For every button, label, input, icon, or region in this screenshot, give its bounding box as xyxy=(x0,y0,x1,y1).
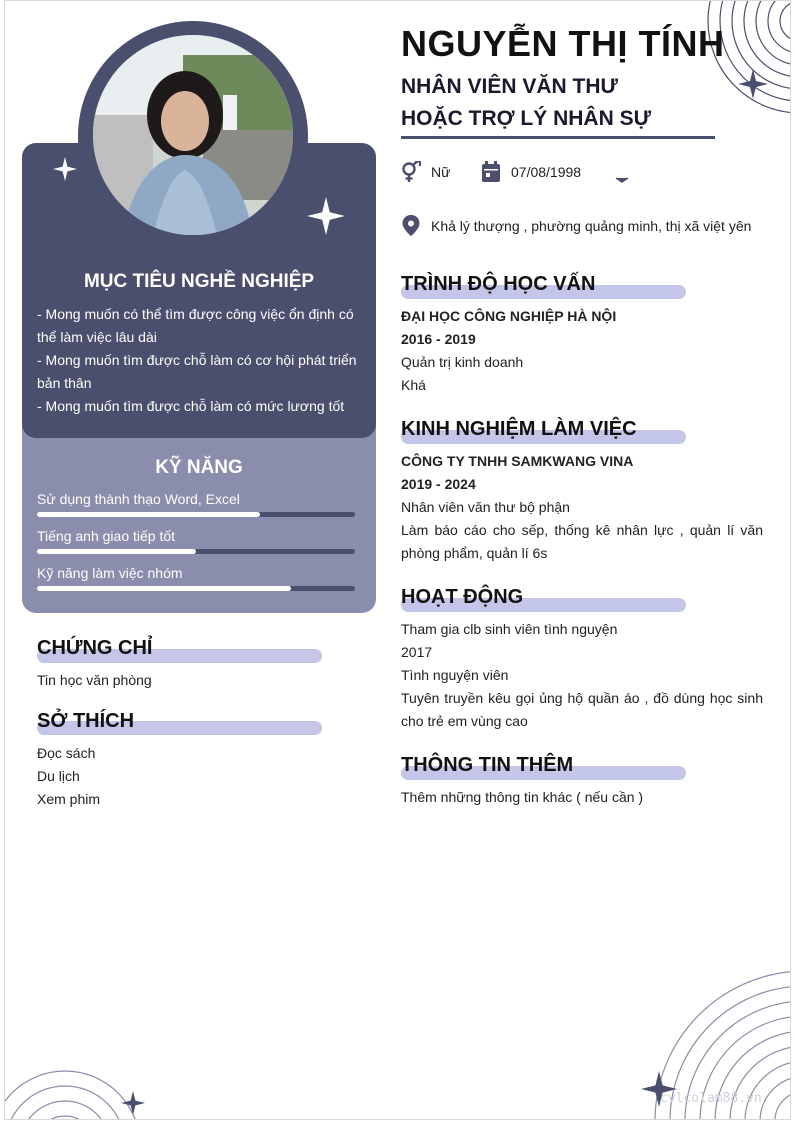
sparkle-icon xyxy=(53,157,77,181)
hobby-item: Du lịch xyxy=(37,768,80,784)
certificates-title: CHỨNG CHỈ xyxy=(37,637,153,659)
skill-bar-fill xyxy=(37,549,196,554)
skill-bar xyxy=(37,549,355,554)
hobbies-title: SỞ THÍCH xyxy=(37,710,135,732)
chevron-down-icon xyxy=(615,177,629,185)
education-major: Quản trị kinh doanh xyxy=(401,354,524,370)
activities-title: HOẠT ĐỘNG xyxy=(401,586,524,608)
extra-text: Thêm những thông tin khác ( nếu cần ) xyxy=(401,789,644,805)
job-title-line1: NHÂN VIÊN VĂN THƯ xyxy=(401,75,618,98)
sparkle-icon xyxy=(121,1091,145,1115)
experience-description: Làm báo cáo cho sếp, thống kê nhân lực , quản lí văn phòng phẩm, quản lí 6s xyxy=(401,522,763,561)
job-title-line2: HOẶC TRỢ LÝ NHÂN SỰ xyxy=(401,107,652,130)
address-info xyxy=(401,215,751,237)
title-divider xyxy=(401,136,715,139)
objective-line: - Mong muốn tìm được chỗ làm có mức lương tốt xyxy=(37,398,345,414)
experience-position: Nhân viên văn thư bộ phận xyxy=(401,499,570,515)
skill-item xyxy=(37,526,355,554)
objective-line: - Mong muốn tìm được chỗ làm có cơ hội phát triển bản thân xyxy=(37,352,357,391)
hobby-item: Xem phim xyxy=(37,791,101,807)
cv-page xyxy=(4,0,791,1120)
skill-label: Sử dụng thành thạo Word, Excel xyxy=(37,491,240,507)
address-value: Khả lý thượng , phường quảng minh, thị xã việt yên xyxy=(431,218,752,234)
skill-bar xyxy=(37,586,355,591)
education-period: 2016 - 2019 xyxy=(401,331,476,347)
avatar xyxy=(93,35,293,235)
birthday-value: 07/08/1998 xyxy=(511,164,582,180)
objective-text xyxy=(37,303,365,418)
calendar-icon xyxy=(481,161,501,183)
birthday-info xyxy=(481,161,581,183)
gender-value: Nữ xyxy=(431,164,451,180)
experience-period: 2019 - 2024 xyxy=(401,476,476,492)
gender-info xyxy=(401,161,450,183)
skill-bar xyxy=(37,512,355,517)
hobby-item: Đọc sách xyxy=(37,745,96,761)
gender-icon xyxy=(401,161,421,183)
experience-company: CÔNG TY TNHH SAMKWANG VINA xyxy=(401,453,634,469)
objective-line: - Mong muốn có thể tìm được công việc ổn định có thể làm việc lâu dài xyxy=(37,306,354,345)
sparkle-icon xyxy=(307,197,345,235)
skill-item xyxy=(37,489,355,517)
extra-title: THÔNG TIN THÊM xyxy=(401,754,574,776)
skill-bar-fill xyxy=(37,586,291,591)
education-grade: Khá xyxy=(401,377,426,393)
skill-label: Tiếng anh giao tiếp tốt xyxy=(37,528,176,544)
certificate-item: Tin học văn phòng xyxy=(37,672,152,688)
sparkle-icon xyxy=(738,69,768,99)
education-school: ĐẠI HỌC CÔNG NGHIỆP HÀ NỘI xyxy=(401,308,617,324)
skills-title: KỸ NĂNG xyxy=(155,457,243,478)
candidate-name: NGUYỄN THỊ TÍNH xyxy=(401,23,725,64)
location-pin-icon xyxy=(401,215,421,237)
activity-org: Tham gia clb sinh viên tình nguyện xyxy=(401,621,618,637)
skill-item xyxy=(37,563,355,591)
experience-title: KINH NGHIỆM LÀM VIỆC xyxy=(401,418,637,440)
education-title: TRÌNH ĐỘ HỌC VẤN xyxy=(401,273,596,295)
watermark: cvlcolam88.vn xyxy=(660,1091,762,1106)
activity-role: Tình nguyện viên xyxy=(401,667,509,683)
activity-year: 2017 xyxy=(401,644,433,660)
activity-description: Tuyên truyền kêu gọi ủng hộ quần áo , đồ dùng học sinh cho trẻ em vùng cao xyxy=(401,690,763,729)
skill-label: Kỹ năng làm việc nhóm xyxy=(37,565,183,581)
objective-title: MỤC TIÊU NGHỀ NGHIỆP xyxy=(83,271,315,292)
skill-bar-fill xyxy=(37,512,260,517)
